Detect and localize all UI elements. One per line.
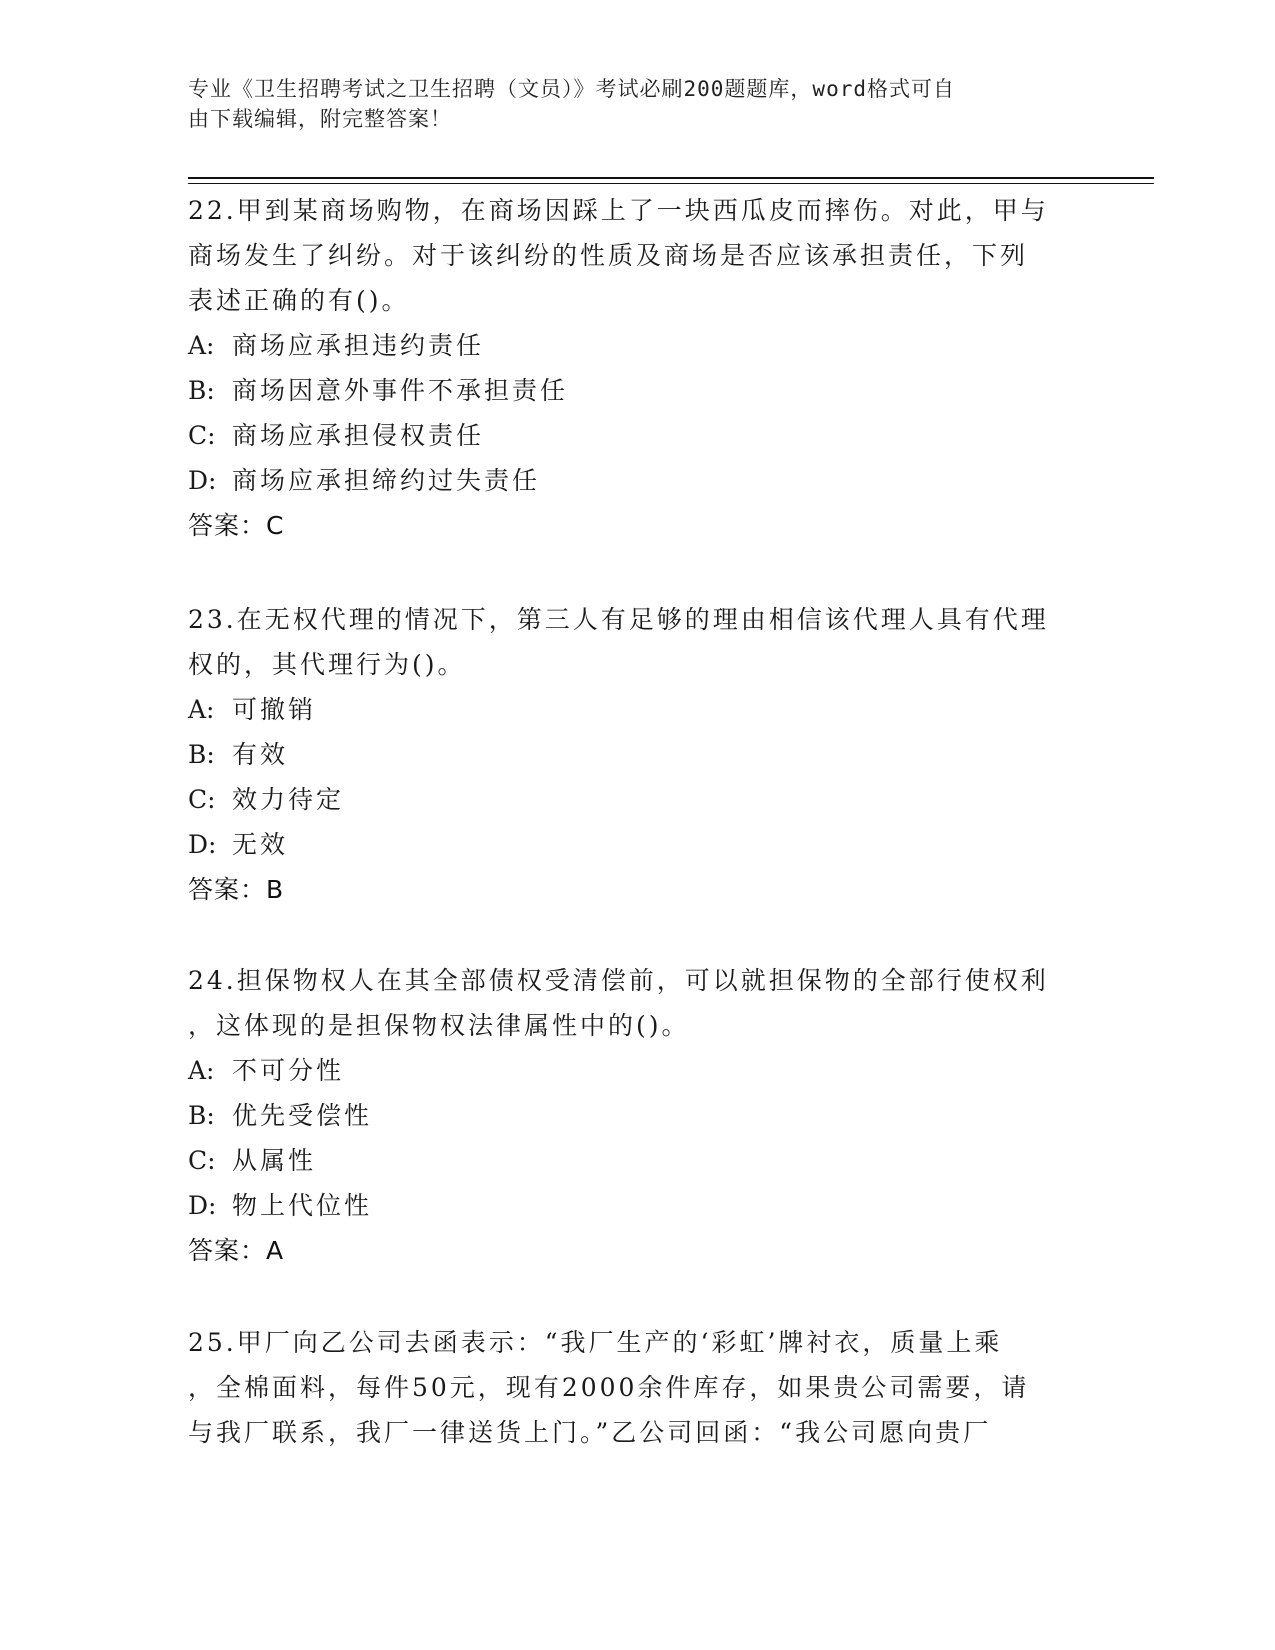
header-divider-thick	[188, 177, 1154, 179]
option-c	[188, 777, 1068, 822]
option-text: 商场因意外事件不承担责任	[232, 376, 569, 405]
answer-line: 答案：A	[188, 1236, 285, 1265]
document-header	[188, 74, 1068, 134]
option-a	[188, 687, 1068, 732]
option-letter: D:	[188, 830, 217, 859]
question-23	[188, 597, 1068, 912]
option-letter: A:	[188, 1056, 215, 1085]
option-text: 优先受偿性	[232, 1101, 373, 1130]
header-line-2: 由下载编辑，附完整答案！	[188, 107, 452, 131]
option-a	[188, 1048, 1068, 1093]
option-b	[188, 1093, 1068, 1138]
option-letter: D:	[188, 1191, 217, 1220]
option-letter: C:	[188, 1146, 216, 1175]
question-24	[188, 958, 1068, 1273]
option-text: 可撤销	[232, 695, 317, 724]
question-stem-line: ，全棉面料，每件50元，现有2000余件库存，如果贵公司需要，请	[188, 1373, 1030, 1402]
option-letter: D:	[188, 466, 217, 495]
question-stem-line: 商场发生了纠纷。对于该纠纷的性质及商场是否应该承担责任，下列	[188, 241, 1029, 270]
option-d	[188, 1183, 1068, 1228]
option-letter: C:	[188, 785, 216, 814]
option-letter: B:	[188, 1101, 215, 1130]
option-text: 物上代位性	[232, 1191, 373, 1220]
option-d	[188, 822, 1068, 867]
option-letter: A:	[188, 331, 215, 360]
option-text: 有效	[232, 740, 289, 769]
question-stem-line: 表述正确的有()。	[188, 286, 410, 315]
option-letter: B:	[188, 740, 215, 769]
question-stem-line: 22.甲到某商场购物，在商场因踩上了一块西瓜皮而摔伤。对此，甲与	[188, 196, 1049, 225]
option-c	[188, 413, 1068, 458]
option-d	[188, 458, 1068, 503]
header-line-1: 专业《卫生招聘考试之卫生招聘（文员）》考试必刷200题题库，word格式可自	[188, 77, 955, 101]
question-stem-line: 23.在无权代理的情况下，第三人有足够的理由相信该代理人具有代理	[188, 605, 1049, 634]
question-stem-line: 25.甲厂向乙公司去函表示：“我厂生产的‘彩虹’牌衬衣，质量上乘	[188, 1328, 1003, 1357]
option-letter: B:	[188, 376, 215, 405]
answer-line: 答案：C	[188, 511, 285, 540]
option-c	[188, 1138, 1068, 1183]
option-text: 商场应承担侵权责任	[232, 421, 485, 450]
question-22	[188, 188, 1068, 548]
question-stem-line: 权的，其代理行为()。	[188, 650, 466, 679]
option-text: 从属性	[232, 1146, 317, 1175]
option-a	[188, 323, 1068, 368]
answer-line: 答案：B	[188, 875, 285, 904]
question-stem-line: 24.担保物权人在其全部债权受清偿前，可以就担保物的全部行使权利	[188, 966, 1049, 995]
question-25	[188, 1320, 1068, 1455]
option-text: 商场应承担违约责任	[232, 331, 485, 360]
option-text: 商场应承担缔约过失责任	[232, 466, 541, 495]
question-stem-line: 与我厂联系，我厂一律送货上门。”乙公司回函：“我公司愿向贵厂	[188, 1418, 992, 1447]
header-divider-thin	[188, 183, 1154, 184]
option-text: 效力待定	[232, 785, 345, 814]
option-letter: C:	[188, 421, 216, 450]
option-b	[188, 368, 1068, 413]
question-stem-line: ，这体现的是担保物权法律属性中的()。	[188, 1011, 690, 1040]
option-b	[188, 732, 1068, 777]
option-text: 无效	[232, 830, 289, 859]
option-letter: A:	[188, 695, 215, 724]
option-text: 不可分性	[232, 1056, 345, 1085]
